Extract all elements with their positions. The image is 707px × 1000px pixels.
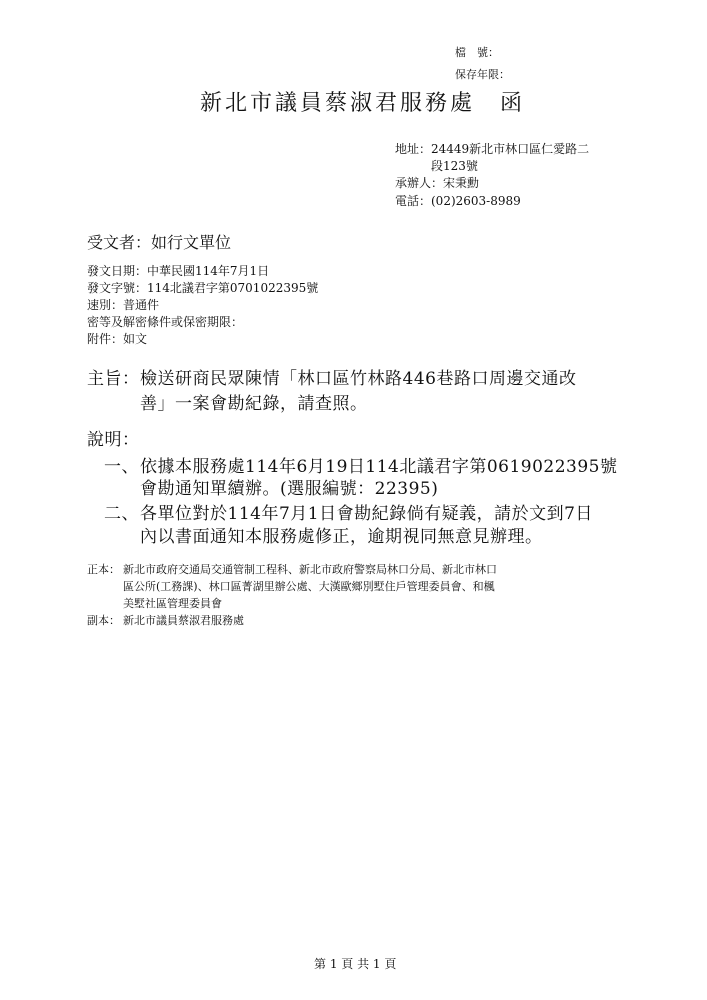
original-recipients-line: 區公所(工務課)、林口區菁湖里辦公處、大漢歐鄉別墅住戶管理委員會、和楓	[123, 580, 495, 593]
document-title: 新北市議員蔡淑君服務處 函	[200, 91, 526, 116]
file-number-label: 檔 號：	[455, 46, 499, 59]
explanation-item-line: 內以書面通知本服務處修正，逾期視同無意見辦理。	[140, 527, 543, 547]
original-recipients-line: 新北市政府交通局交通管制工程科、新北市政府警察局林口分局、新北市林口	[123, 563, 497, 576]
original-recipients-label: 正本：	[87, 563, 120, 576]
address-line-2: 段123號	[431, 159, 478, 173]
subject-line-1: 檢送研商民眾陳情「林口區竹林路446巷路口周邊交通改	[140, 369, 577, 389]
secrecy-level: 密等及解密條件或保密期限：	[87, 315, 244, 329]
delivery-speed: 速別：普通件	[87, 298, 160, 312]
explanation-item-number: 一、	[104, 457, 139, 477]
subject-line-2: 善」一案會勘紀錄，請查照。	[140, 394, 368, 414]
recipient: 受文者：如行文單位	[87, 233, 232, 252]
address-line-1: 地址：24449新北市林口區仁愛路二	[395, 142, 590, 156]
retention-period-label: 保存年限：	[455, 68, 510, 81]
handler: 承辦人：宋秉勳	[395, 176, 480, 190]
subject-label: 主旨：	[87, 369, 140, 389]
copy-recipients: 新北市議員蔡淑君服務處	[123, 614, 244, 627]
copy-recipients-label: 副本：	[87, 614, 120, 627]
explanation-label: 說明：	[87, 430, 140, 450]
issue-date: 發文日期：中華民國114年7月1日	[87, 264, 270, 278]
page-number: 第 1 頁 共 1 頁	[314, 957, 397, 971]
attachment: 附件：如文	[87, 332, 148, 346]
explanation-item-line: 依據本服務處114年6月19日114北議君字第0619022395號	[140, 457, 618, 477]
phone: 電話：(02)2603-8989	[395, 194, 521, 208]
document-number: 發文字號：114北議君字第0701022395號	[87, 281, 319, 295]
explanation-item-line: 各單位對於114年7月1日會勘紀錄倘有疑義，請於文到7日	[140, 504, 593, 524]
explanation-item-number: 二、	[104, 504, 139, 524]
original-recipients-line: 美墅社區管理委員會	[123, 597, 222, 610]
explanation-item-line: 會勘通知單續辦。(選服編號：22395)	[140, 479, 439, 499]
